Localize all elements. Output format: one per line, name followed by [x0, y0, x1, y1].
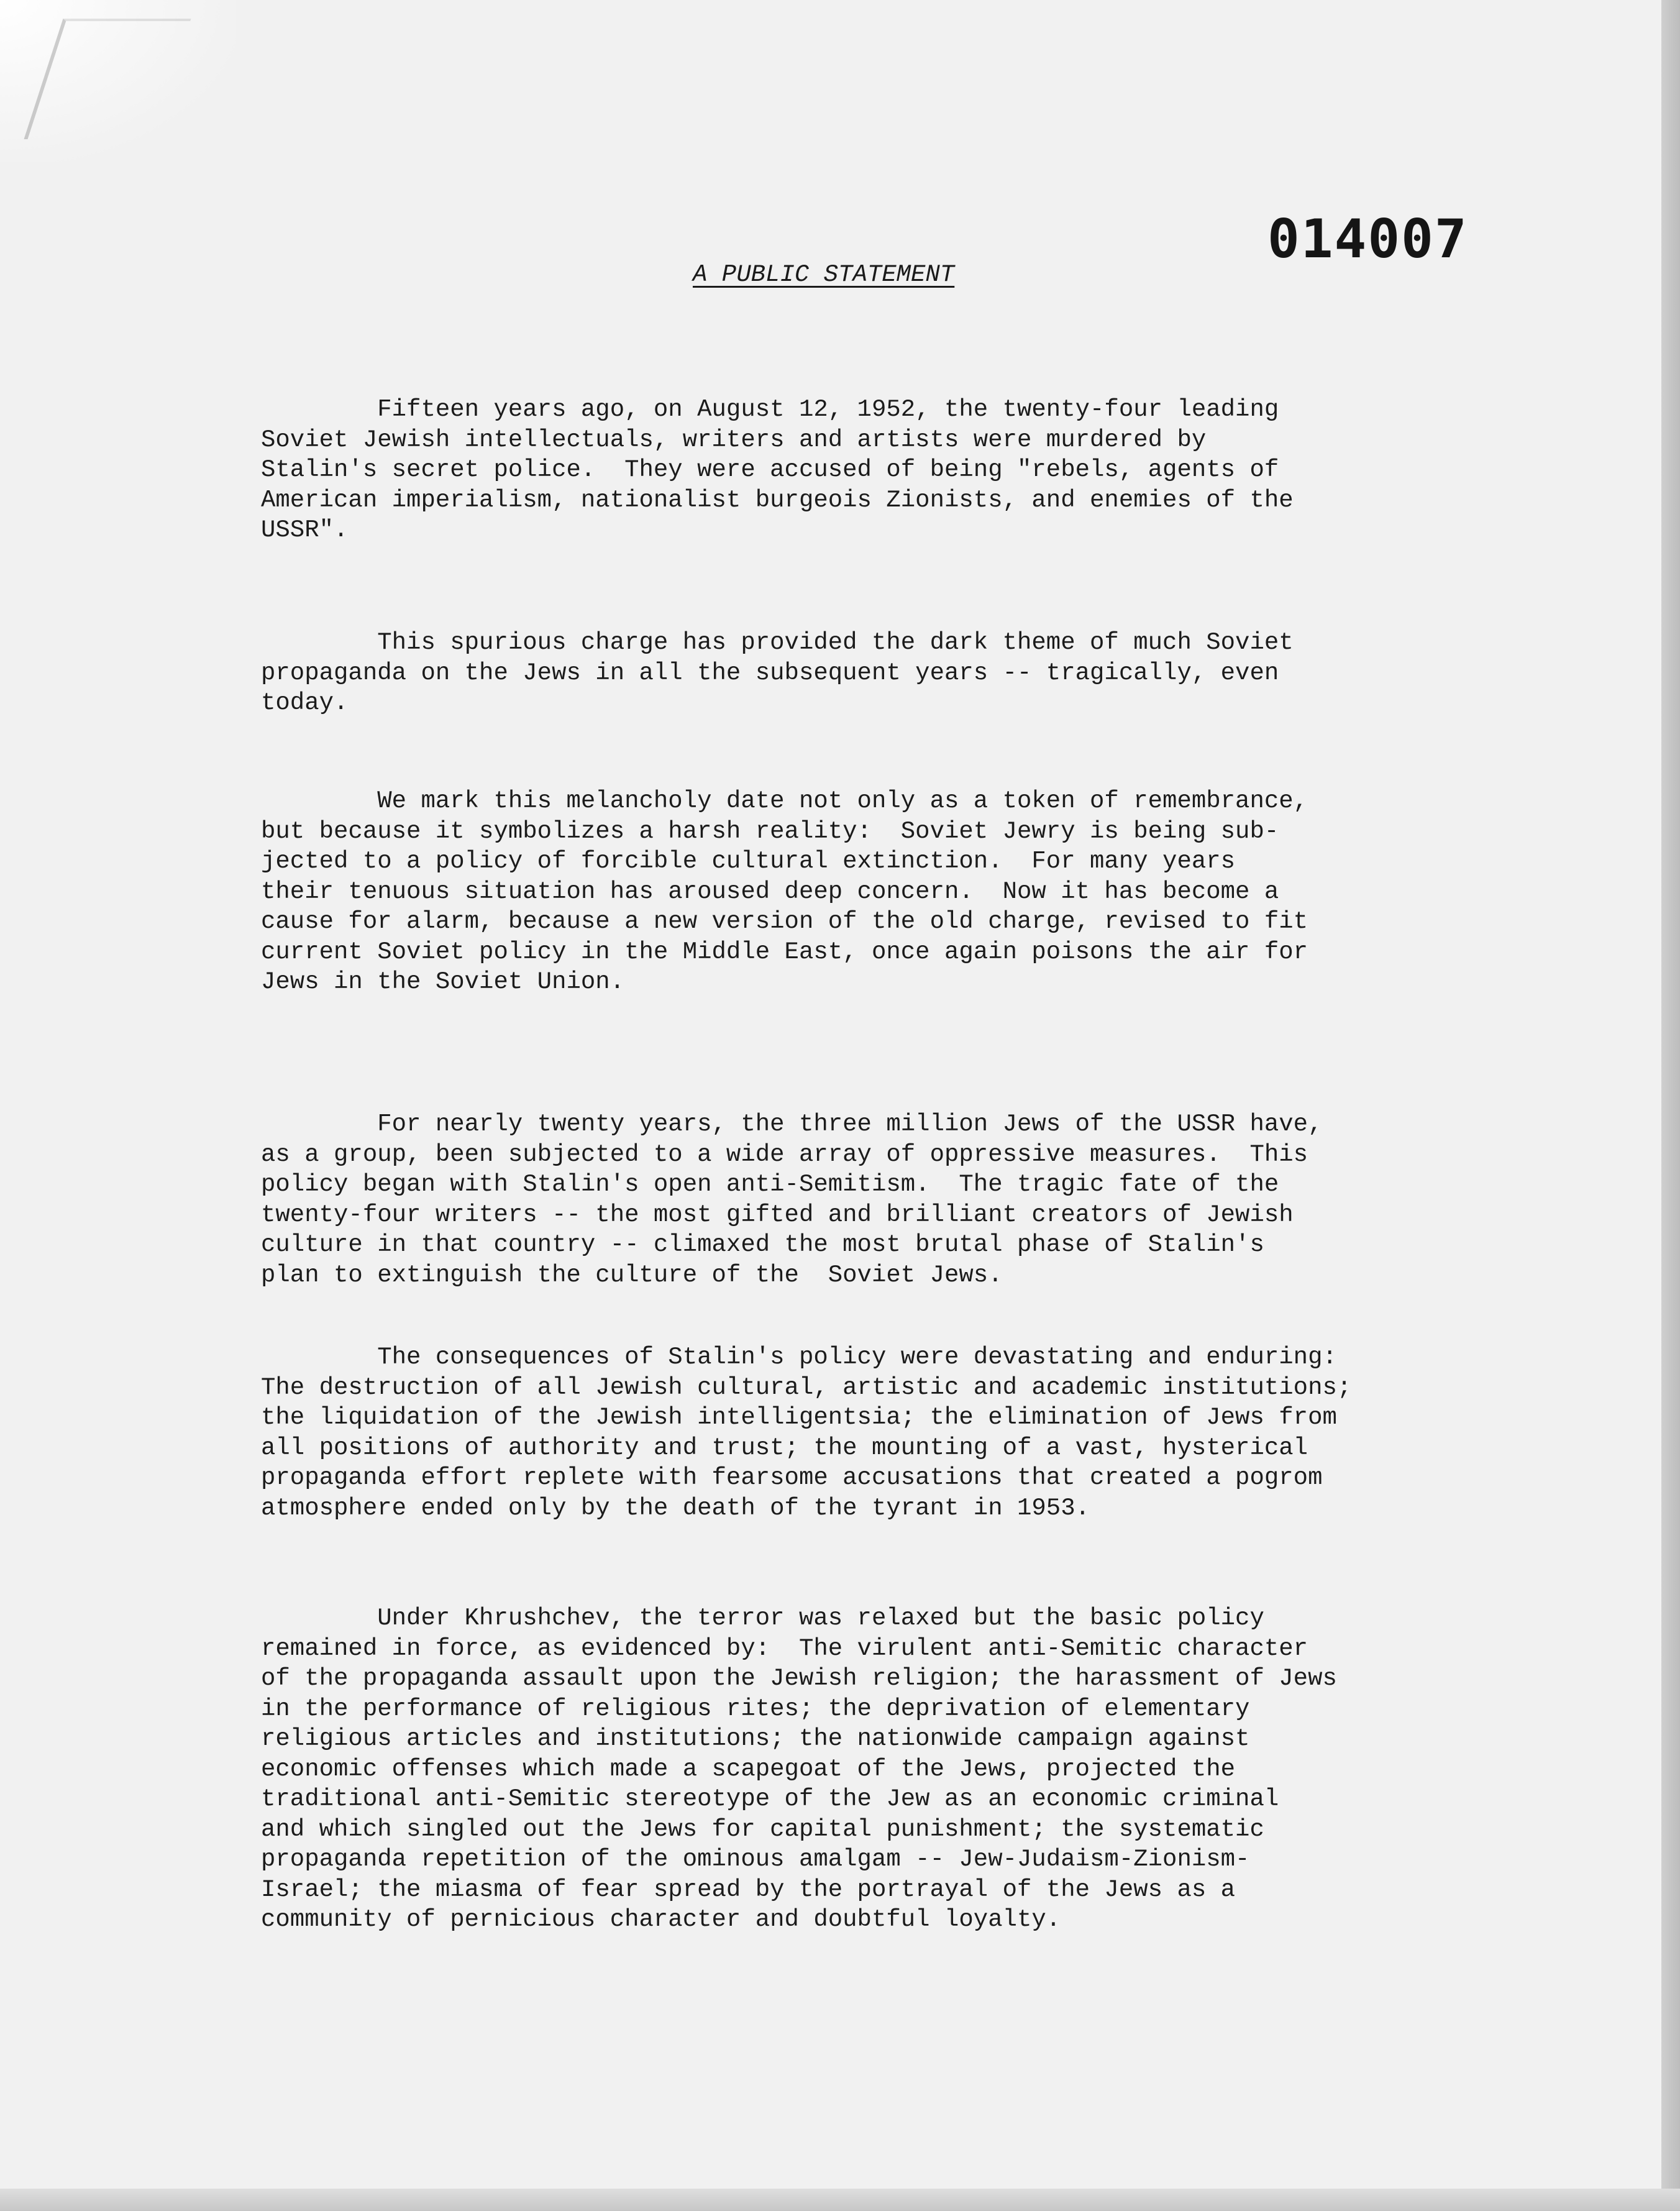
page-edge-bottom	[0, 2189, 1680, 2211]
document-title: A PUBLIC STATEMENT	[693, 261, 955, 288]
paragraph-2: This spurious charge has provided the dark theme of much Soviet propaganda on the Jews in all the subsequent years -- tragically, even today.	[261, 629, 1294, 716]
document-number: 014007	[1267, 208, 1468, 270]
page-edge-right	[1661, 0, 1680, 2211]
paragraph-1: Fifteen years ago, on August 12, 1952, the twenty-four leading Soviet Jewish intellectuals, writers and artists were murdered by Stalin's secret police. They were accused of being "rebels, agents of American imperialism, nationalist burgeois Zionists, and enemies of the USSR".	[261, 396, 1294, 544]
paragraph-3: We mark this melancholy date not only as a token of remembrance, but because it symbolizes a harsh reality: Soviet Jewry is being sub- jected to a policy of forcible cultural extinction. For many years their tenuous situation has aroused deep concern. Now it has become a cause for alarm, because a new version of the old charge, revised to fit current Soviet policy in the Middle East, once again poisons the air for Jews in the Soviet Union.	[261, 787, 1308, 996]
paragraph-6: Under Khrushchev, the terror was relaxed but the basic policy remained in force, as evidenced by: The virulent anti-Semitic character of the propaganda assault upon the Jewish religion; the harassment of Jews in the performance of religious rites; the deprivation of elementary religious articles and institutions; the nationwide campaign against economic offenses which made a scapegoat of the Jews, projected the traditional anti-Semitic stereotype of the Jew as an economic criminal and which singled out the Jews for capital punishment; the systematic propaganda repetition of the ominous amalgam -- Jew-Judaism-Zionism- Israel; the miasma of fear spread by the portrayal of the Jews as a community of pernicious character and doubtful loyalty.	[261, 1604, 1337, 1933]
paragraph-4: For nearly twenty years, the three million Jews of the USSR have, as a group, been subjected to a wide array of oppressive measures. This policy began with Stalin's open anti-Semitism. The tragic fate of the twenty-four writers -- the most gifted and brilliant creators of Jewish culture in that country -- climaxed the most brutal phase of Stalin's plan to extinguish the culture of the Soviet Jews.	[261, 1110, 1323, 1289]
paragraph-5: The consequences of Stalin's policy were devastating and enduring: The destruction of all Jewish cultural, artistic and academic institutions; the liquidation of the Jewish intelligentsia; the elimination of Jews from all positions of authority and trust; the mounting of a vast, hysterical propaganda effort replete with fearsome accusations that created a pogrom atmosphere ended only by the death of the tyrant in 1953.	[261, 1344, 1352, 1522]
